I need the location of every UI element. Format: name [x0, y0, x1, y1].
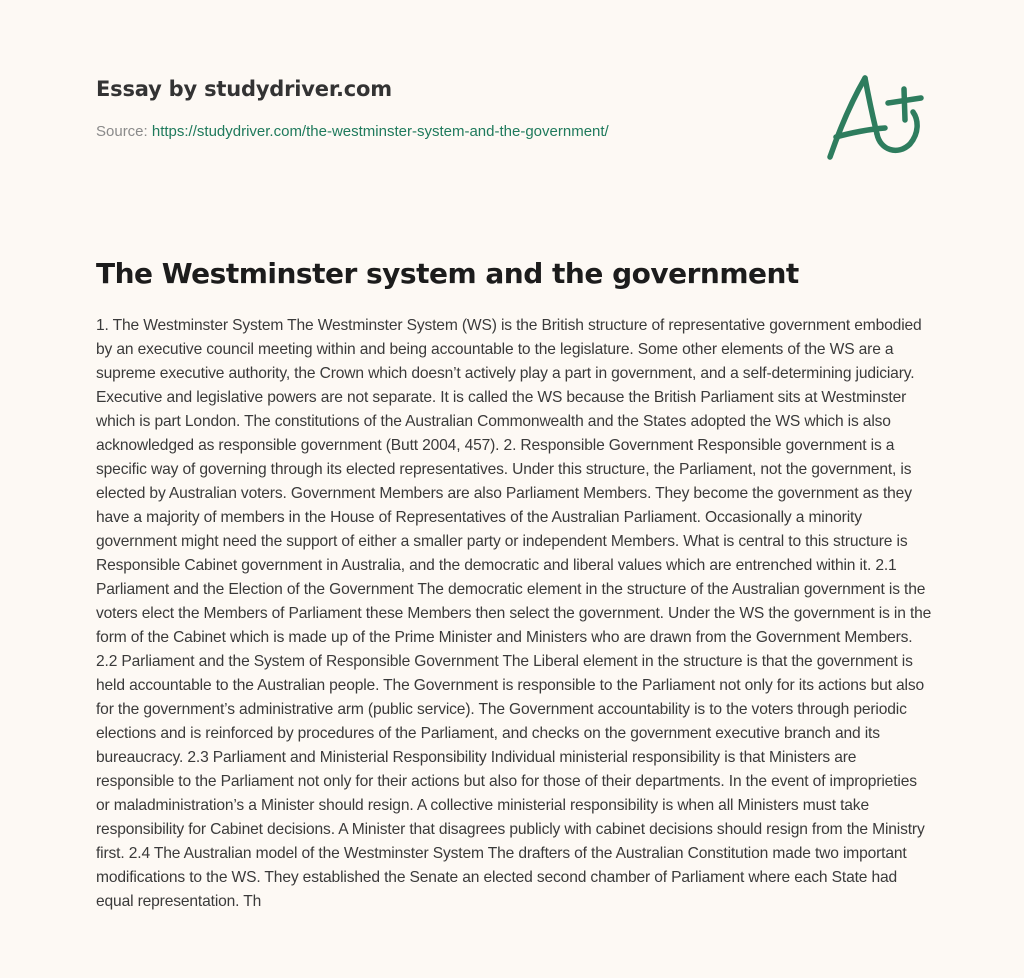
document-body: 1. The Westminster System The Westminster System (WS) is the British structure of representative government embodied by an executive council meeting within and being accountable to the legislature. Some other elements of the WS are a supreme executive authority, the Crown which doesn’t actively play a part in government, and a self-determining judiciary. Executive and legislative powers are not separate. It is called the WS because the British Parliament sits at Westminster which is part London. The constitutions of the Australian Commonwealth and the States adopted the WS which is also acknowledged as responsible government (Butt 2004, 457). 2. Responsible Government Responsible government is a specific way of governing through its elected representatives. Under this structure, the Parliament, not the government, is elected by Australian voters. Government Members are also Parliament Members. They become the government as they have a majority of members in the House of Representatives of the Australian Parliament. Occasionally a minority government might need the support of either a smaller party or independent Members. What is central to this structure is Responsible Cabinet government in Australia, and the democratic and liberal values which are entrenched within it. 2.1 Parliament and the Election of the Government The democratic element in the structure of the Australian government is the voters elect the Members of Parliament these Members then select the government. Under the WS the government is in the form of the Cabinet which is made up of the Prime Minister and Ministers who are drawn from the Government Members. 2.2 Parliament and the System of Responsible Government The Liberal element in the structure is that the government is held accountable to the Australian people. The Government is responsible to the Parliament not only for its actions but also for the government’s administrative arm (public service). The Government accountability is to the voters through periodic elections and is reinforced by procedures of the Parliament, and checks on the government executive branch and its bureaucracy. 2.3 Parliament and Ministerial Responsibility Individual ministerial responsibility is that Ministers are responsible to the Parliament not only for their actions but also for those of their departments. In the event of improprieties or maladministration’s a Minister should resign. A collective ministerial responsibility is when all Ministers must take responsibility for Cabinet decisions. A Minister that disagrees publicly with cabinet decisions should resign from the Ministry first. 2.4 The Australian model of the Westminster System The drafters of the Australian Constitution made two important modifications to the WS. They established the Senate an elected second chamber of Parliament where each State had equal representation. Th — [96, 317, 932, 910]
source-link[interactable]: https://studydriver.com/the-westminster-system-and-the-government/ — [151, 123, 609, 140]
document-title: The Westminster system and the government — [96, 257, 799, 290]
a-plus-grade-icon — [820, 64, 930, 164]
source-label: Source: — [96, 123, 148, 140]
essay-header — [96, 74, 796, 142]
site-title: Essay by studydriver.com — [96, 77, 392, 101]
source-line — [96, 122, 796, 142]
